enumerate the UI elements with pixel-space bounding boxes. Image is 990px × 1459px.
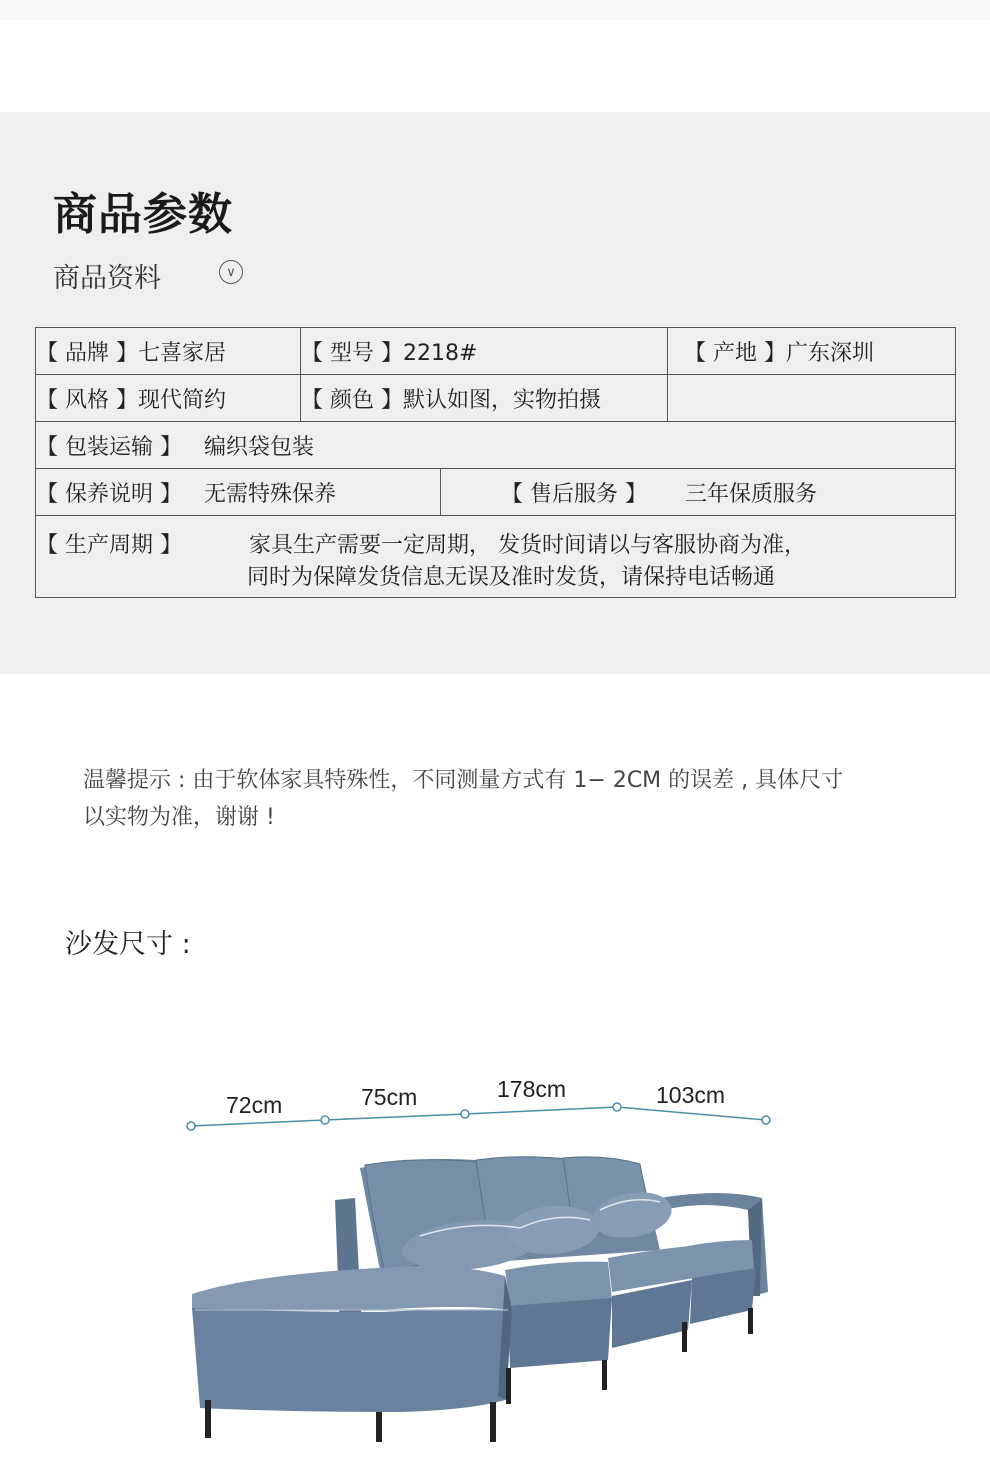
color-label: 【 颜色 】 (301, 387, 403, 413)
sofa-svg (0, 1060, 990, 1455)
notice-line-1: 温馨提示 : 由于软体家具特殊性，不同测量方式有 1− 2CM 的误差 , 具体尺寸 (83, 768, 844, 793)
origin-value: 广东深圳 (786, 340, 875, 366)
service-label: 【 售后服务 】 (501, 481, 647, 507)
dimension-node (762, 1116, 770, 1124)
cycle-value-line1: 家具生产需要一定周期， 发货时间请以与客服协商为准， (249, 533, 806, 558)
spec-cell-brand (36, 328, 301, 375)
table-row (36, 328, 956, 375)
dimension-label-178: 178cm (497, 1076, 567, 1102)
sofa-leg (376, 1412, 382, 1442)
care-value: 无需特殊保养 (204, 481, 337, 507)
product-params-section (0, 112, 990, 674)
sofa-dimension-figure (0, 1060, 990, 1455)
seat-front-middle (508, 1298, 612, 1368)
chevron-down-icon[interactable]: ∨ (219, 260, 243, 284)
spec-cell-care (36, 469, 441, 516)
spec-table (35, 327, 956, 598)
spec-cell-color (301, 375, 668, 422)
care-label: 【 保养说明 】 (36, 481, 182, 507)
brand-label: 【 品牌 】 (36, 340, 138, 366)
params-subtitle: 商品资料 (53, 263, 161, 294)
style-label: 【 风格 】 (36, 387, 138, 413)
style-value: 现代简约 (138, 387, 227, 413)
params-title: 商品参数 (53, 189, 233, 240)
spec-cell-empty (668, 375, 956, 422)
sofa-size-title: 沙发尺寸 : (65, 929, 191, 960)
sofa-leg (490, 1402, 496, 1442)
dimension-node (321, 1116, 329, 1124)
spec-cell-model (301, 328, 668, 375)
notice-text (83, 762, 923, 836)
table-row (36, 469, 956, 516)
table-row (36, 422, 956, 469)
origin-label: 【 产地 】 (684, 340, 787, 366)
dimension-label-75: 75cm (361, 1084, 418, 1110)
sofa-leg (682, 1322, 687, 1352)
ottoman-top (192, 1266, 510, 1310)
sofa-leg (748, 1308, 753, 1334)
table-row (36, 375, 956, 422)
brand-value: 七喜家居 (138, 340, 227, 366)
dimension-node (187, 1122, 195, 1130)
cycle-value-line2: 同时为保障发货信息无误及准时发货，请保持电话畅通 (247, 565, 776, 590)
service-value: 三年保质服务 (685, 481, 818, 507)
notice-line-2: 以实物为准，谢谢 ! (83, 805, 275, 830)
spec-cell-service (441, 469, 956, 516)
seat-front-right (612, 1280, 692, 1348)
model-label: 【 型号 】 (301, 340, 403, 366)
spec-cell-style (36, 375, 301, 422)
sofa-illustration (192, 1157, 768, 1442)
dimension-label-72: 72cm (226, 1092, 283, 1118)
spec-cell-cycle (36, 516, 956, 598)
cycle-label: 【 生产周期 】 (36, 533, 182, 558)
sofa-leg (205, 1400, 211, 1438)
table-row (36, 516, 956, 598)
package-label: 【 包装运输 】 (36, 434, 182, 460)
sofa-leg (602, 1360, 607, 1390)
model-value: 2218# (403, 340, 478, 366)
ottoman-front (192, 1308, 510, 1412)
color-value: 默认如图，实物拍摄 (403, 387, 602, 413)
dimension-label-103: 103cm (656, 1082, 726, 1108)
dimension-node (461, 1110, 469, 1118)
spec-cell-origin (668, 328, 956, 375)
top-strip (0, 0, 990, 20)
package-value: 编织袋包装 (204, 434, 315, 460)
spec-cell-package (36, 422, 956, 469)
dimension-node (613, 1103, 621, 1111)
sofa-leg (506, 1368, 511, 1404)
